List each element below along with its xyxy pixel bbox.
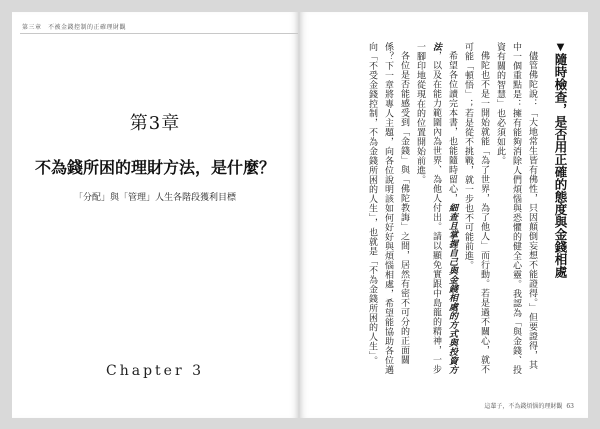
- page-footer: [484, 401, 574, 410]
- emphasis-text: 細查且掌握自己與金錢相處的方式與投資方法: [431, 42, 457, 374]
- chapter-title: 不為錢所困的理財方法，是什麼？: [34, 158, 275, 177]
- body-paragraph: 佛陀也不是一開始就能「為了世界，為了他人」而行動。若是過不關心，就不可能「頓悟」；若是從不挑戰，就一步也不可能前進。: [463, 42, 489, 374]
- vertical-body: [320, 42, 570, 377]
- running-head-rule: [20, 33, 298, 34]
- right-page: [300, 12, 588, 418]
- page-number: 63: [566, 403, 574, 410]
- footer-title: 這輩子，不為錢煩惱的理財觀: [484, 403, 563, 410]
- body-paragraph: 希望各位讀完本書，也能隨時留心，細查且掌握自己與金錢相處的方式與投資方法，以及在能力範圍內為世界、為他人付出。請以顯免實跟中島龍的精神，一步一腳印地從現在的位置開始前進。: [415, 42, 457, 374]
- chapter-subtitle: 「分配」與「管理」人生各階段獲利目標: [73, 193, 236, 203]
- body-paragraph: 儘管佛陀說：「大地常生皆有佛性，只因顛倒妄想不能證得。」但要證得，其中一個重點是：擁有能夠消除人們煩惱與恐懼的健全心靈。我認為「與金錢、投資有關的智慧」也必須如此。: [495, 42, 537, 375]
- chapter-english-label: Chapter 3: [106, 363, 204, 379]
- body-paragraph: 各位是否能感受到「金錢」與「佛陀教誨」之間，居然有密不可分的正面關係？下一章將專人主題，向各位說明該如何好好與煩惱相處，希望能協助各位邁向「不受金錢控制，不為金錢所困的人生」，也就是「不為金錢所困的人生」。: [367, 42, 409, 375]
- section-heading: [550, 42, 570, 377]
- section-heading-text: 隨時檢查，是否用正確的態度與金錢相處: [553, 53, 568, 278]
- chapter-number: 第3章: [129, 113, 181, 134]
- running-head: 第三章 不被金錢控制的正確理財觀: [22, 24, 127, 31]
- left-page: [12, 12, 298, 418]
- triangle-marker-icon: ▼: [555, 42, 566, 53]
